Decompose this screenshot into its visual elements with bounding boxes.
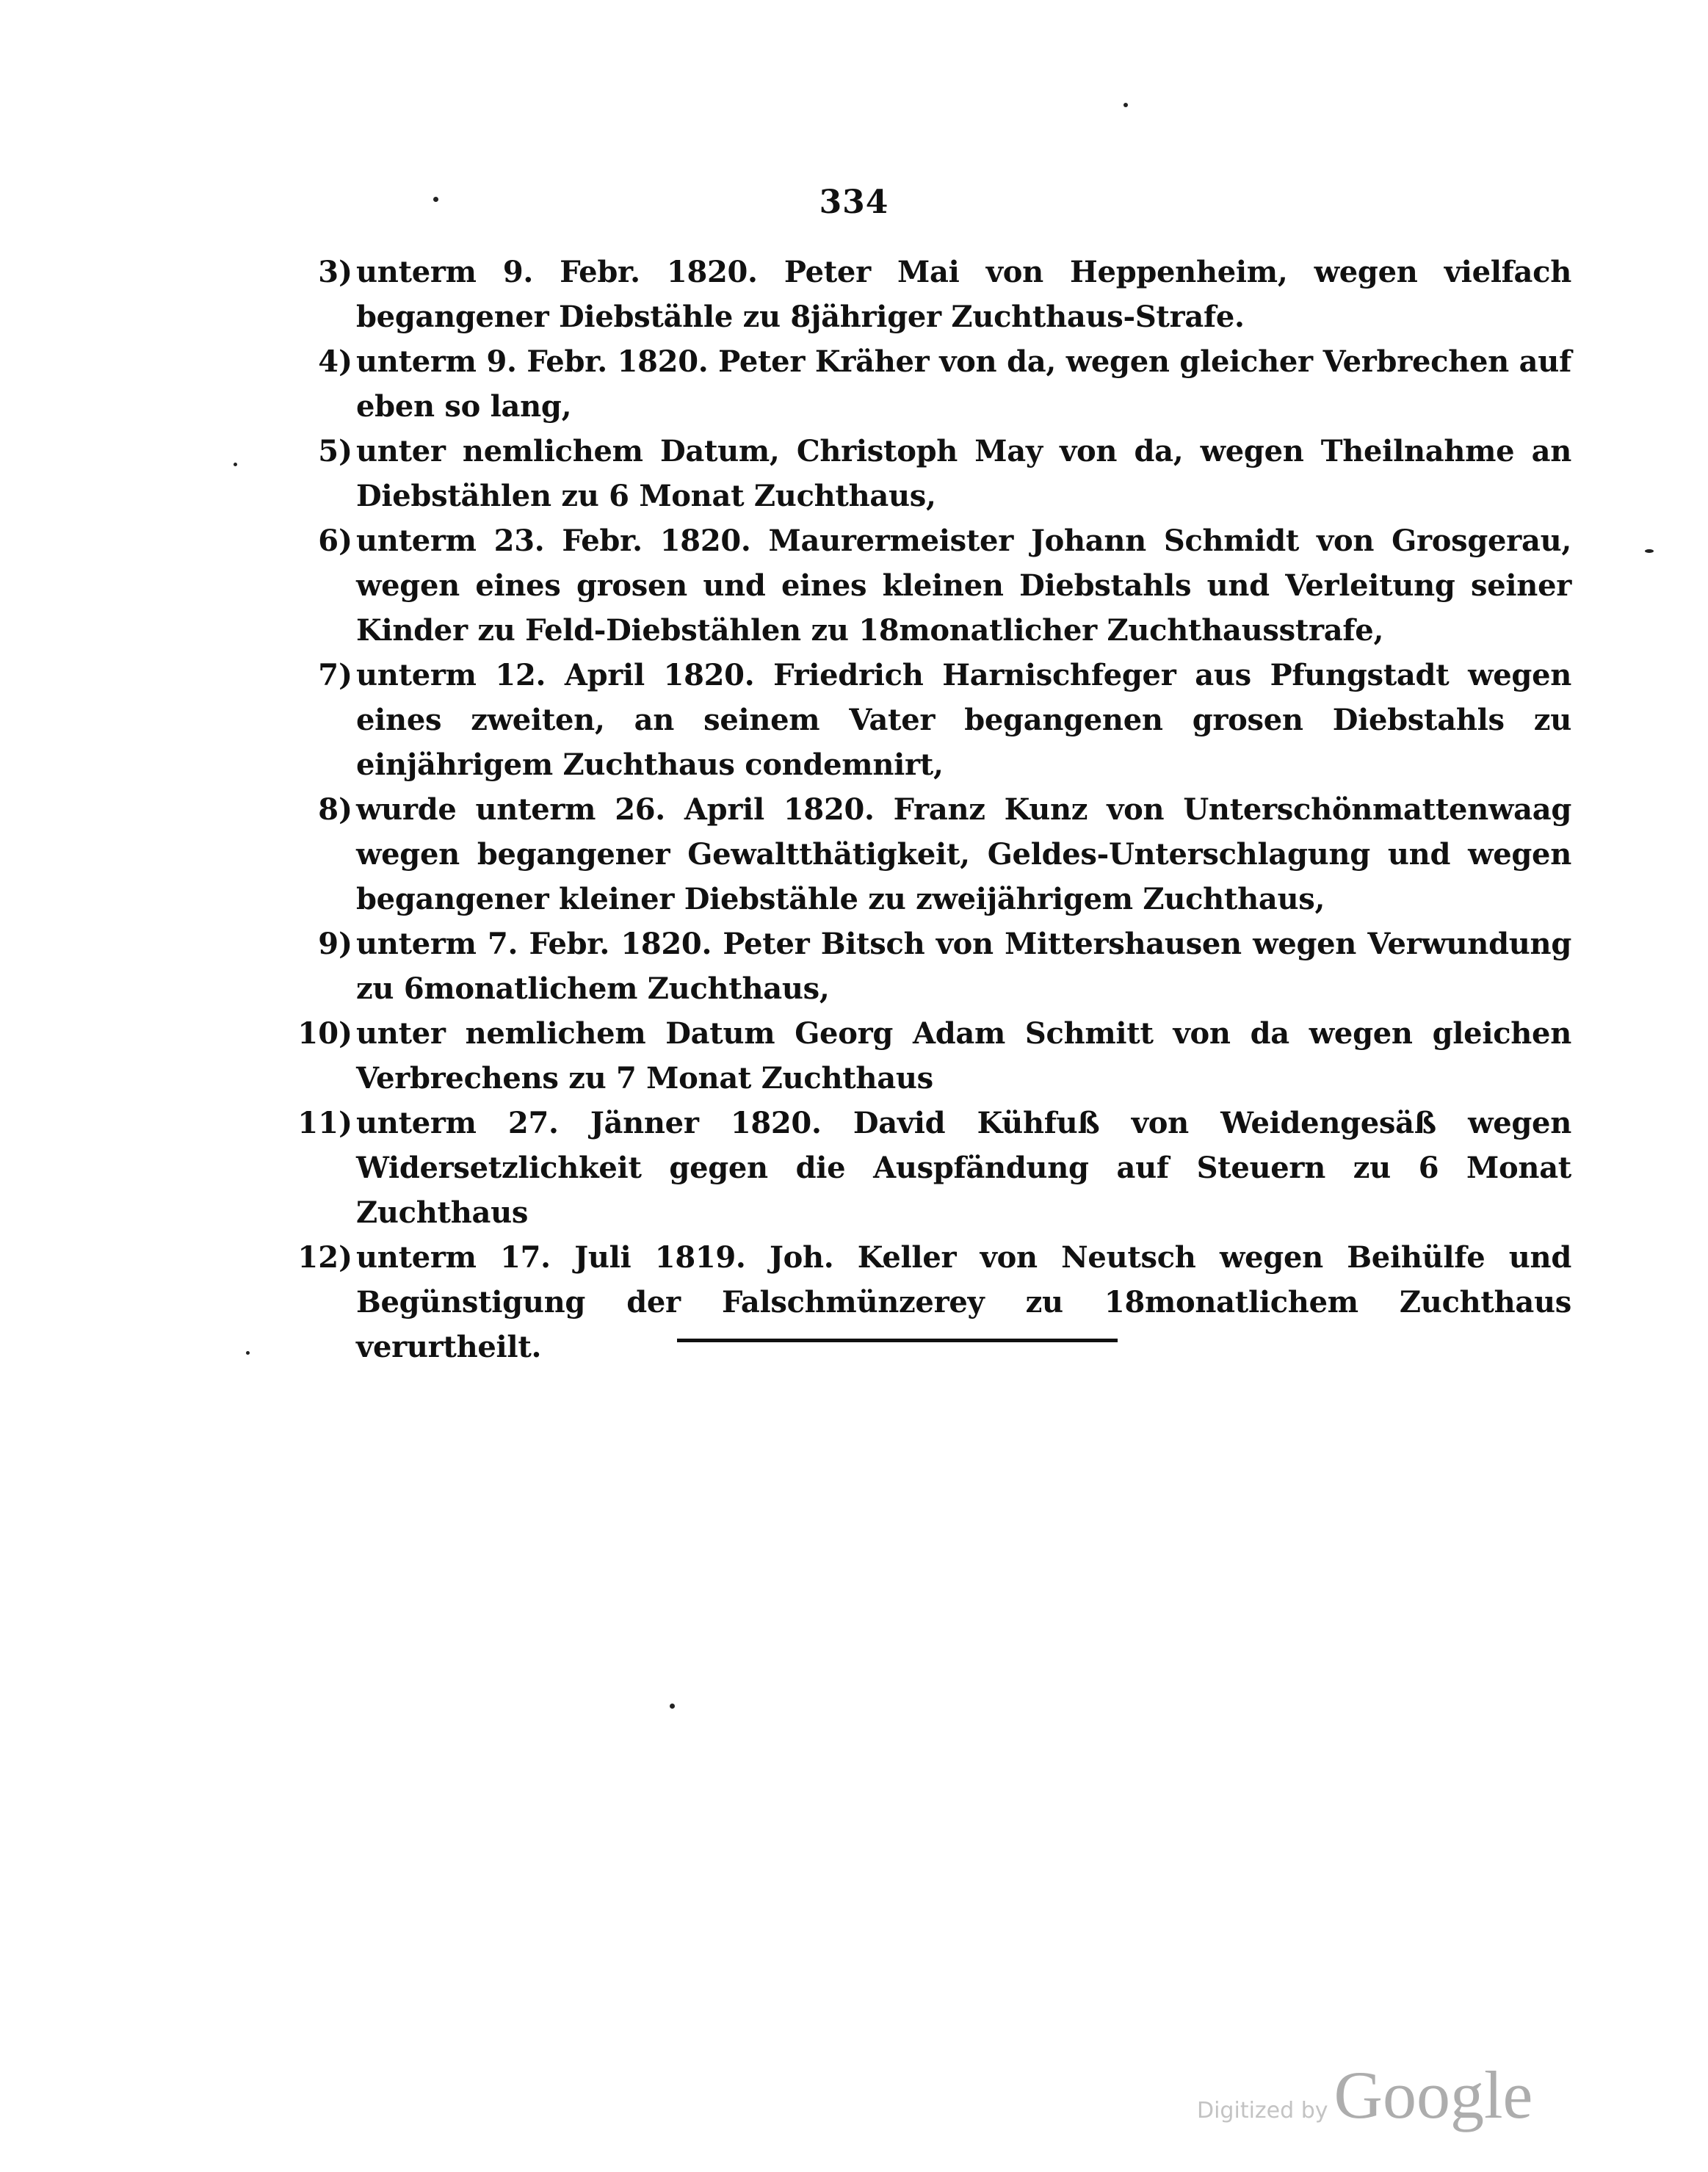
entry-number: 7) bbox=[318, 658, 352, 692]
entry-text: unterm 9. Febr. 1820. Peter Mai von Heppenheim, wegen vielfach begangener Diebstähle zu 8jähriger Zuchthaus-Strafe. bbox=[356, 255, 1571, 334]
list-item bbox=[294, 922, 1571, 1011]
entry-list bbox=[294, 250, 1571, 1369]
list-item bbox=[294, 787, 1571, 922]
entry-text: unterm 12. April 1820. Friedrich Harnischfeger aus Pfungstadt wegen eines zweiten, an seinem Vater begangenen grosen Diebstahls zu einjährigem Zuchthaus condemnirt, bbox=[356, 658, 1571, 782]
scan-speck bbox=[246, 1351, 250, 1355]
scan-speck bbox=[1123, 103, 1128, 107]
google-logo: Google bbox=[1334, 2057, 1533, 2132]
digitized-by-google-watermark bbox=[1197, 2056, 1533, 2134]
list-item bbox=[294, 1235, 1571, 1369]
scan-speck bbox=[670, 1704, 675, 1709]
entry-number: 10) bbox=[297, 1016, 352, 1051]
entry-number: 3) bbox=[318, 255, 352, 289]
list-item bbox=[294, 339, 1571, 429]
page-number: 334 bbox=[819, 184, 889, 221]
entry-text: unterm 23. Febr. 1820. Maurermeister Johann Schmidt von Grosgerau, wegen eines grosen und eines kleinen Diebstahls und Verleitung seiner Kinder zu Feld-Diebstählen zu 18monatlicher Zuchthausstrafe, bbox=[356, 524, 1571, 648]
entry-text: unter nemlichem Datum Georg Adam Schmitt von da wegen gleichen Verbrechens zu 7 Monat Zuchthaus bbox=[356, 1016, 1571, 1096]
watermark-prefix: Digitized by bbox=[1197, 2098, 1328, 2124]
entry-number: 9) bbox=[318, 927, 352, 961]
list-item bbox=[294, 1011, 1571, 1101]
entry-text: unterm 7. Febr. 1820. Peter Bitsch von Mittershausen wegen Verwundung zu 6monatlichem Zuchthaus, bbox=[356, 927, 1571, 1006]
scan-speck bbox=[1645, 549, 1654, 553]
entry-number: 11) bbox=[297, 1106, 352, 1140]
section-divider bbox=[677, 1339, 1118, 1342]
entry-number: 8) bbox=[318, 792, 352, 827]
scan-speck bbox=[433, 197, 438, 202]
entry-number: 12) bbox=[297, 1240, 352, 1275]
entry-number: 4) bbox=[318, 344, 352, 379]
entry-number: 5) bbox=[318, 434, 352, 468]
entry-text: unterm 17. Juli 1819. Joh. Keller von Neutsch wegen Beihülfe und Begünstigung der Falschmünzerey zu 18monatlichem Zuchthaus verurtheilt. bbox=[356, 1240, 1571, 1364]
entry-text: unterm 9. Febr. 1820. Peter Kräher von da, wegen gleicher Verbrechen auf eben so lang, bbox=[356, 344, 1571, 424]
entry-text: unterm 27. Jänner 1820. David Kühfuß von Weidengesäß wegen Widersetzlichkeit gegen die Auspfändung auf Steuern zu 6 Monat Zuchthaus bbox=[356, 1106, 1571, 1230]
list-item bbox=[294, 250, 1571, 339]
list-item bbox=[294, 518, 1571, 653]
entry-text: unter nemlichem Datum, Christoph May von da, wegen Theilnahme an Diebstählen zu 6 Monat Zuchthaus, bbox=[356, 434, 1571, 513]
scan-speck bbox=[234, 463, 237, 466]
list-item bbox=[294, 429, 1571, 518]
entry-number: 6) bbox=[318, 524, 352, 558]
entry-text: wurde unterm 26. April 1820. Franz Kunz von Unterschönmattenwaag wegen begangener Gewaltthätigkeit, Geldes-Unterschlagung und wegen begangener kleiner Diebstähle zu zweijährigem Zuchthaus, bbox=[356, 792, 1571, 916]
list-item bbox=[294, 1101, 1571, 1235]
list-item bbox=[294, 653, 1571, 787]
